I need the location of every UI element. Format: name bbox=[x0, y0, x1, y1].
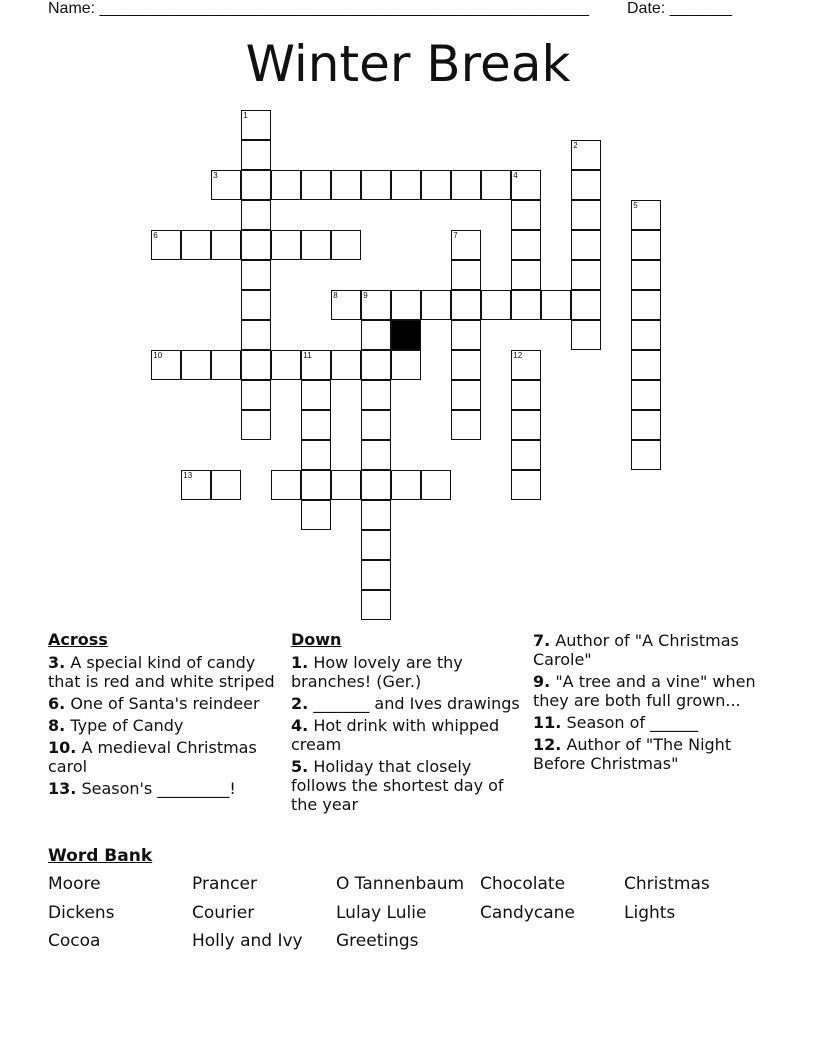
clue-text: A medieval Christmas carol bbox=[48, 738, 257, 776]
answer-cell[interactable] bbox=[271, 230, 301, 260]
word-bank-item: Christmas bbox=[624, 874, 710, 894]
clue-item bbox=[48, 694, 284, 713]
word-bank-item: O Tannenbaum bbox=[336, 874, 465, 894]
across-clues-column bbox=[48, 630, 284, 801]
answer-cell[interactable] bbox=[361, 320, 391, 350]
answer-cell[interactable] bbox=[571, 140, 601, 170]
answer-cell[interactable] bbox=[211, 350, 241, 380]
answer-cell[interactable] bbox=[571, 200, 601, 230]
clue-number: 1 bbox=[243, 111, 248, 121]
answer-cell[interactable] bbox=[241, 380, 271, 410]
answer-cell[interactable] bbox=[151, 350, 181, 380]
clue-number: 13 bbox=[183, 471, 193, 481]
answer-cell[interactable] bbox=[421, 170, 451, 200]
black-cell bbox=[391, 320, 421, 350]
clue-number: 5 bbox=[633, 201, 638, 211]
clue-number: 4 bbox=[513, 171, 518, 181]
clue-item bbox=[291, 716, 527, 754]
clue-item bbox=[48, 738, 284, 776]
answer-cell[interactable] bbox=[361, 530, 391, 560]
answer-cell[interactable] bbox=[241, 110, 271, 140]
clue-number: 12 bbox=[513, 351, 523, 361]
answer-cell[interactable] bbox=[301, 410, 331, 440]
answer-cell[interactable] bbox=[571, 320, 601, 350]
answer-cell[interactable] bbox=[241, 170, 271, 200]
clue-text: Author of "A Christmas Carole" bbox=[533, 631, 739, 669]
clue-item bbox=[291, 757, 527, 814]
answer-cell[interactable] bbox=[361, 350, 391, 380]
date-field-line: Date: _______ bbox=[627, 0, 732, 17]
answer-cell[interactable] bbox=[361, 500, 391, 530]
word-bank-item: Prancer bbox=[192, 874, 257, 894]
clue-number: 8 bbox=[333, 291, 338, 301]
clue-number: 9 bbox=[363, 291, 368, 301]
clue-text: Type of Candy bbox=[70, 716, 184, 735]
answer-cell[interactable] bbox=[331, 170, 361, 200]
answer-cell[interactable] bbox=[361, 470, 391, 500]
answer-cell[interactable] bbox=[331, 290, 361, 320]
clue-text: Season of ______ bbox=[566, 713, 699, 732]
answer-cell[interactable] bbox=[301, 380, 331, 410]
clue-text: Author of "The Night Before Christmas" bbox=[533, 735, 732, 773]
answer-cell[interactable] bbox=[481, 170, 511, 200]
answer-cell[interactable] bbox=[331, 350, 361, 380]
clue-text: One of Santa's reindeer bbox=[70, 694, 260, 713]
down-clue-list-continued bbox=[533, 631, 773, 773]
clue-text: A special kind of candy that is red and white striped bbox=[48, 653, 275, 691]
clue-text: _______ and Ives drawings bbox=[313, 694, 520, 713]
answer-cell[interactable] bbox=[511, 440, 541, 470]
answer-cell[interactable] bbox=[631, 230, 661, 260]
word-bank-item: Greetings bbox=[336, 931, 419, 951]
answer-cell[interactable] bbox=[511, 260, 541, 290]
answer-cell[interactable] bbox=[481, 290, 511, 320]
answer-cell[interactable] bbox=[631, 380, 661, 410]
clue-number-label: 10. bbox=[48, 738, 77, 757]
answer-cell[interactable] bbox=[241, 350, 271, 380]
clue-number-label: 3. bbox=[48, 653, 66, 672]
answer-cell[interactable] bbox=[421, 290, 451, 320]
answer-cell[interactable] bbox=[451, 350, 481, 380]
answer-cell[interactable] bbox=[451, 320, 481, 350]
answer-cell[interactable] bbox=[301, 440, 331, 470]
answer-cell[interactable] bbox=[391, 290, 421, 320]
answer-cell[interactable] bbox=[361, 410, 391, 440]
answer-cell[interactable] bbox=[361, 560, 391, 590]
page-title: Winter Break bbox=[245, 35, 571, 93]
word-bank-item: Lights bbox=[624, 902, 676, 923]
answer-cell[interactable] bbox=[631, 350, 661, 380]
clue-text: Hot drink with whipped cream bbox=[291, 716, 500, 754]
clue-number-label: 11. bbox=[533, 713, 562, 732]
answer-cell[interactable] bbox=[241, 140, 271, 170]
clue-number: 7 bbox=[453, 231, 458, 241]
clue-number: 10 bbox=[153, 351, 163, 361]
clue-item bbox=[291, 653, 527, 691]
answer-cell[interactable] bbox=[451, 230, 481, 260]
word-bank-item: Moore bbox=[48, 874, 101, 894]
answer-cell[interactable] bbox=[511, 350, 541, 380]
answer-cell[interactable] bbox=[211, 230, 241, 260]
answer-cell[interactable] bbox=[631, 200, 661, 230]
answer-cell[interactable] bbox=[451, 170, 481, 200]
answer-cell[interactable] bbox=[451, 410, 481, 440]
answer-cell[interactable] bbox=[211, 470, 241, 500]
word-bank-item: Holly and Ivy bbox=[192, 931, 303, 951]
answer-cell[interactable] bbox=[511, 200, 541, 230]
clue-number-label: 9. bbox=[533, 672, 551, 691]
clue-item bbox=[48, 779, 284, 798]
answer-cell[interactable] bbox=[361, 440, 391, 470]
answer-cell[interactable] bbox=[331, 230, 361, 260]
clue-number-label: 2. bbox=[291, 694, 309, 713]
answer-cell[interactable] bbox=[391, 470, 421, 500]
answer-cell[interactable] bbox=[241, 320, 271, 350]
answer-cell[interactable] bbox=[211, 170, 241, 200]
answer-cell[interactable] bbox=[301, 170, 331, 200]
name-field-line: Name: _______________________________________________________ bbox=[48, 0, 589, 17]
answer-cell[interactable] bbox=[331, 470, 361, 500]
answer-cell[interactable] bbox=[631, 410, 661, 440]
answer-cell[interactable] bbox=[181, 470, 211, 500]
answer-cell[interactable] bbox=[631, 320, 661, 350]
answer-cell[interactable] bbox=[631, 440, 661, 470]
answer-cell[interactable] bbox=[571, 260, 601, 290]
clue-number: 6 bbox=[153, 231, 158, 241]
word-bank-item: Chocolate bbox=[480, 874, 566, 894]
answer-cell[interactable] bbox=[241, 290, 271, 320]
answer-cell[interactable] bbox=[301, 500, 331, 530]
answer-cell[interactable] bbox=[421, 470, 451, 500]
answer-cell[interactable] bbox=[631, 290, 661, 320]
clue-item bbox=[48, 653, 284, 691]
answer-cell[interactable] bbox=[541, 290, 571, 320]
answer-cell[interactable] bbox=[301, 350, 331, 380]
answer-cell[interactable] bbox=[571, 290, 601, 320]
clue-number-label: 7. bbox=[533, 631, 551, 650]
clue-number-label: 5. bbox=[291, 757, 309, 776]
down-clue-list bbox=[291, 653, 527, 814]
answer-cell[interactable] bbox=[511, 410, 541, 440]
word-bank-item: Cocoa bbox=[48, 931, 101, 951]
answer-cell[interactable] bbox=[511, 230, 541, 260]
across-heading: Across bbox=[48, 630, 108, 649]
clue-item bbox=[533, 713, 773, 732]
answer-cell[interactable] bbox=[241, 410, 271, 440]
word-bank-item: Candycane bbox=[480, 902, 575, 923]
answer-cell[interactable] bbox=[361, 170, 391, 200]
answer-cell[interactable] bbox=[361, 380, 391, 410]
clue-number-label: 4. bbox=[291, 716, 309, 735]
word-bank-title: Word Bank bbox=[48, 846, 153, 866]
word-bank-item: Dickens bbox=[48, 902, 115, 923]
answer-cell[interactable] bbox=[511, 170, 541, 200]
clue-text: Season's _________! bbox=[81, 779, 236, 798]
clue-number: 2 bbox=[573, 141, 578, 151]
answer-cell[interactable] bbox=[631, 260, 661, 290]
answer-cell[interactable] bbox=[451, 380, 481, 410]
answer-cell[interactable] bbox=[181, 350, 211, 380]
clue-number-label: 8. bbox=[48, 716, 66, 735]
clue-number-label: 13. bbox=[48, 779, 77, 798]
down-clues-column bbox=[291, 630, 527, 817]
answer-cell[interactable] bbox=[361, 290, 391, 320]
clue-number-label: 12. bbox=[533, 735, 562, 754]
answer-cell[interactable] bbox=[271, 470, 301, 500]
clue-text: How lovely are thy branches! (Ger.) bbox=[291, 653, 463, 691]
answer-cell[interactable] bbox=[241, 230, 271, 260]
clue-item bbox=[533, 672, 773, 710]
answer-cell[interactable] bbox=[181, 230, 211, 260]
clue-number: 11 bbox=[303, 351, 312, 361]
clue-number-label: 1. bbox=[291, 653, 309, 672]
word-bank-item: Lulay Lulie bbox=[336, 902, 427, 923]
answer-cell[interactable] bbox=[271, 170, 301, 200]
clue-text: "A tree and a vine" when they are both full grown... bbox=[533, 672, 756, 710]
answer-cell[interactable] bbox=[301, 230, 331, 260]
across-clue-list bbox=[48, 653, 284, 798]
answer-cell[interactable] bbox=[271, 350, 301, 380]
clue-number-label: 6. bbox=[48, 694, 66, 713]
answer-cell[interactable] bbox=[571, 230, 601, 260]
clue-number: 3 bbox=[213, 171, 218, 181]
clue-text: Holiday that closely follows the shortest day of the year bbox=[291, 757, 504, 814]
answer-cell[interactable] bbox=[571, 170, 601, 200]
answer-cell[interactable] bbox=[451, 260, 481, 290]
answer-cell[interactable] bbox=[391, 350, 421, 380]
answer-cell[interactable] bbox=[361, 590, 391, 620]
down-heading: Down bbox=[291, 630, 342, 649]
clue-item bbox=[533, 631, 773, 669]
answer-cell[interactable] bbox=[241, 200, 271, 230]
answer-cell[interactable] bbox=[301, 470, 331, 500]
answer-cell[interactable] bbox=[241, 260, 271, 290]
answer-cell[interactable] bbox=[511, 380, 541, 410]
answer-cell[interactable] bbox=[511, 290, 541, 320]
clue-item bbox=[48, 716, 284, 735]
answer-cell[interactable] bbox=[511, 470, 541, 500]
down-clues-continued-column bbox=[533, 631, 773, 776]
answer-cell[interactable] bbox=[451, 290, 481, 320]
word-bank-item: Courier bbox=[192, 902, 255, 923]
answer-cell[interactable] bbox=[391, 170, 421, 200]
answer-cell[interactable] bbox=[151, 230, 181, 260]
clue-item bbox=[533, 735, 773, 773]
clue-item bbox=[291, 694, 527, 713]
